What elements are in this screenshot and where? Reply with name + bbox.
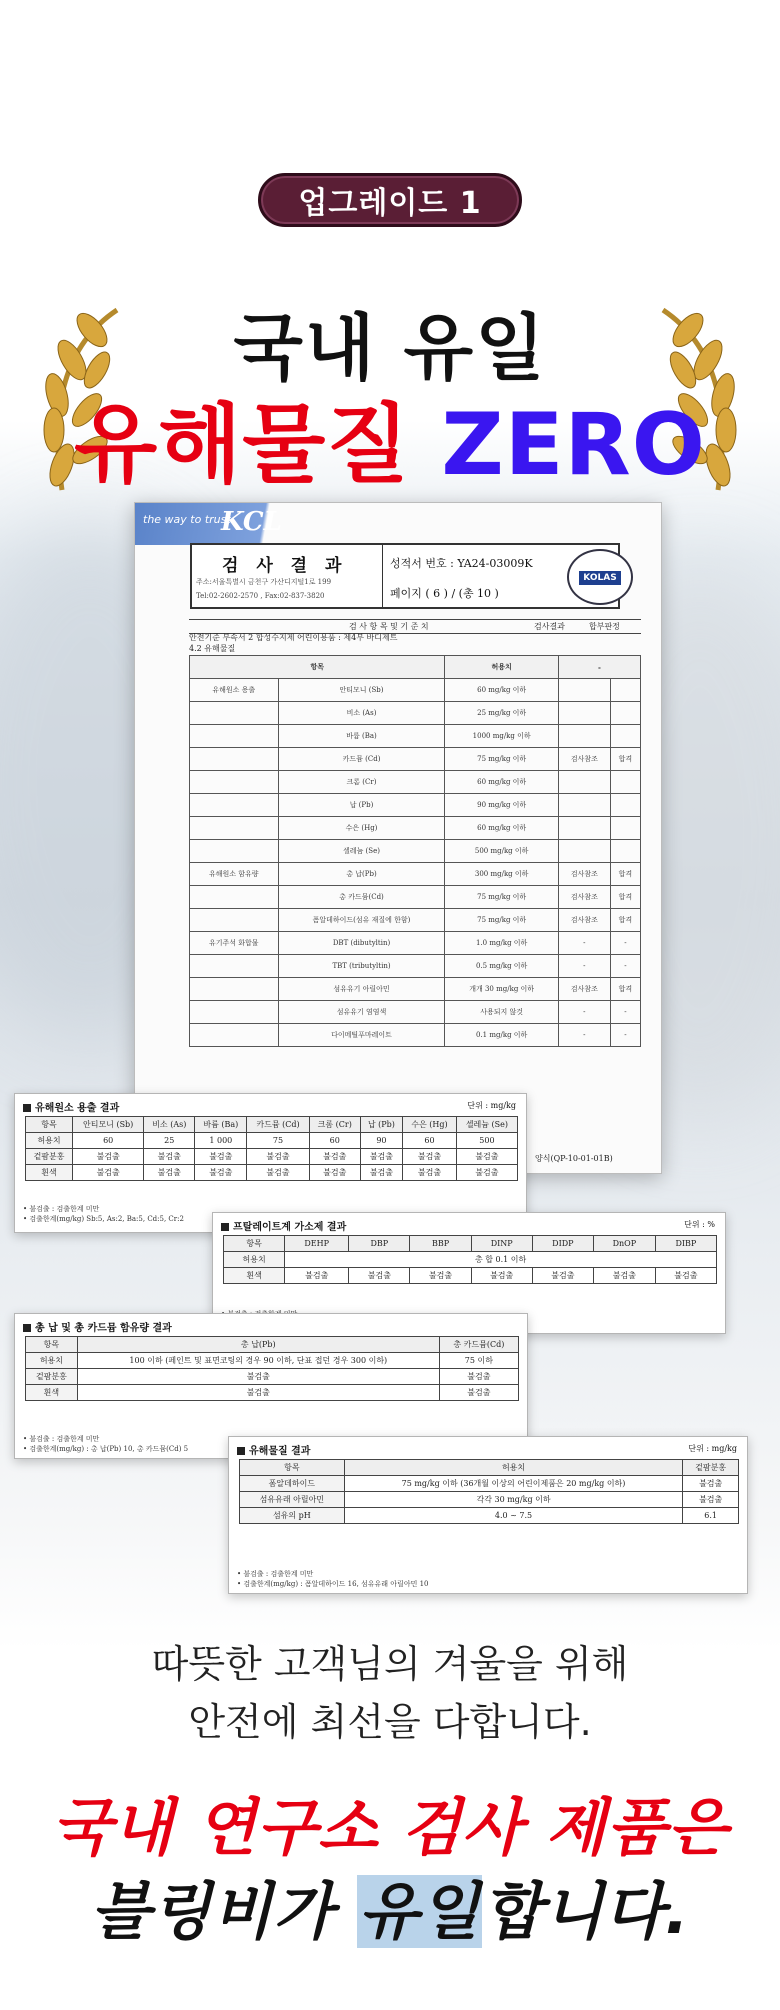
table-row xyxy=(190,679,641,702)
table-row xyxy=(26,1369,519,1385)
table-cell: 90 mg/kg 이하 xyxy=(445,794,558,817)
table-cell: 불검출 xyxy=(77,1385,439,1401)
table-cell: 불검출 xyxy=(360,1149,402,1165)
report-page: 페이지 ( 6 ) / (총 10 ) xyxy=(390,587,499,600)
table-cell: 60 xyxy=(403,1133,457,1149)
table-cell: 허용치 xyxy=(26,1133,73,1149)
table-cell xyxy=(610,817,640,840)
report-contact xyxy=(196,575,331,603)
table-cell: 검사참조 xyxy=(558,748,610,771)
table-row xyxy=(190,886,641,909)
table-cell: 0.5 mg/kg 이하 xyxy=(445,955,558,978)
table-cell: DBT (dibutyltin) xyxy=(278,932,445,955)
column-header: DEHP xyxy=(285,1236,349,1252)
table-cell: 90 xyxy=(360,1133,402,1149)
table-cell: 60 mg/kg 이하 xyxy=(445,817,558,840)
table-row xyxy=(190,909,641,932)
table-cell: 유기주석 화합물 xyxy=(190,932,279,955)
table-cell: 합격 xyxy=(610,863,640,886)
column-header: 항목 xyxy=(26,1337,78,1353)
card-notes xyxy=(23,1204,184,1224)
table-cell: 불검출 xyxy=(456,1149,517,1165)
report-address: 주소:서울특별시 금천구 가산디지털1로 199 xyxy=(196,578,332,586)
table-cell: 불검출 xyxy=(285,1268,349,1284)
table-cell: 60 xyxy=(73,1133,144,1149)
table-cell: 총 합 0.1 이하 xyxy=(285,1252,717,1268)
column-header: 바륨 (Ba) xyxy=(195,1117,247,1133)
table-cell: 불검출 xyxy=(349,1268,410,1284)
divider xyxy=(382,545,383,607)
table-cell xyxy=(610,725,640,748)
table-cell: 흰색 xyxy=(224,1268,285,1284)
table-cell xyxy=(558,702,610,725)
kolas-label: KOLAS xyxy=(579,571,621,585)
table-row xyxy=(190,840,641,863)
form-code: 양식(QP-10-01-01B) xyxy=(535,1154,613,1163)
table-cell xyxy=(190,840,279,863)
card-notes xyxy=(237,1569,428,1589)
criteria-header: 검 사 항 목 및 기 준 치 xyxy=(349,622,429,631)
table-cell xyxy=(190,978,279,1001)
table-cell: 불검출 xyxy=(195,1165,247,1181)
judge-col: 합부판정 xyxy=(589,622,620,631)
table-cell: 사용되지 않것 xyxy=(445,1001,558,1024)
table-cell: - xyxy=(610,955,640,978)
table-cell: 합격 xyxy=(610,909,640,932)
table-cell: 불검출 xyxy=(593,1268,655,1284)
table-cell: 불검출 xyxy=(410,1268,471,1284)
table-cell: 불검출 xyxy=(439,1369,518,1385)
table-cell: 불검출 xyxy=(683,1492,739,1508)
column-header: 비소 (As) xyxy=(144,1117,195,1133)
table-cell: 0.1 mg/kg 이하 xyxy=(445,1024,558,1047)
table-cell: 불검출 xyxy=(471,1268,532,1284)
table-cell: 셀레늄 (Se) xyxy=(278,840,445,863)
table-cell: 500 xyxy=(456,1133,517,1149)
card-unit: 단위 : mg/kg xyxy=(688,1444,737,1453)
table-cell: - xyxy=(558,932,610,955)
table-cell: 25 mg/kg 이하 xyxy=(445,702,558,725)
note: • 검출한계(mg/kg) Sb:5, As:2, Ba:5, Cd:5, Cr:2 xyxy=(23,1215,184,1223)
table-cell: 300 mg/kg 이하 xyxy=(445,863,558,886)
table-row xyxy=(26,1133,518,1149)
table-cell: 불검출 xyxy=(73,1165,144,1181)
table-cell: 흰색 xyxy=(26,1385,78,1401)
report-number: 성적서 번호 : YA24-03009K xyxy=(390,557,533,570)
column-header: 항목 xyxy=(224,1236,285,1252)
table-cell: 각각 30 mg/kg 이하 xyxy=(344,1492,683,1508)
table-cell: 불검출 xyxy=(247,1149,309,1165)
table-cell xyxy=(558,817,610,840)
table-cell xyxy=(190,748,279,771)
upgrade-badge xyxy=(258,173,522,227)
table-cell: 60 mg/kg 이하 xyxy=(445,679,558,702)
table-cell: 60 xyxy=(309,1133,360,1149)
table-header-row xyxy=(26,1337,519,1353)
column-header: 납 (Pb) xyxy=(360,1117,402,1133)
column-header: 총 납(Pb) xyxy=(77,1337,439,1353)
table-cell xyxy=(190,1024,279,1047)
kcl-logo: KCL xyxy=(221,507,282,537)
table-cell: 불검출 xyxy=(439,1385,518,1401)
table-row xyxy=(190,1024,641,1047)
table-cell: 총 납(Pb) xyxy=(278,863,445,886)
note: • 불검출 : 검출한계 미만 xyxy=(23,1205,100,1213)
table-cell: - xyxy=(558,1024,610,1047)
table-cell: 카드뮴 (Cd) xyxy=(278,748,445,771)
note: • 검출한계(mg/kg) : 폼알데하이드 16, 섬유유래 아릴아민 10 xyxy=(237,1580,429,1588)
table-cell: 1.0 mg/kg 이하 xyxy=(445,932,558,955)
table-cell: 검사참조 xyxy=(558,863,610,886)
column-header: 허용치 xyxy=(344,1460,683,1476)
table-cell: 검사참조 xyxy=(558,909,610,932)
table-row xyxy=(190,748,641,771)
table-row xyxy=(224,1252,717,1268)
card-notes xyxy=(23,1434,188,1454)
elution-table xyxy=(25,1116,518,1181)
badge-text: 업그레이드 1 xyxy=(298,186,482,221)
table-cell: 비소 (As) xyxy=(278,702,445,725)
table-cell: 수은 (Hg) xyxy=(278,817,445,840)
table-cell: 허용치 xyxy=(26,1353,78,1369)
table-cell: 불검출 xyxy=(403,1165,457,1181)
column-header: BBP xyxy=(410,1236,471,1252)
card-title: 유해물질 결과 xyxy=(237,1442,310,1457)
table-cell: 100 이하 (페인트 및 표면코팅의 경우 90 이하, 단표 접던 경우 300 이하) xyxy=(77,1353,439,1369)
table-cell xyxy=(190,955,279,978)
table-cell: 섬유유기 아릴아민 xyxy=(278,978,445,1001)
closing-highlight: 유일 xyxy=(358,1875,481,1948)
table-cell: 유해원소 함유량 xyxy=(190,863,279,886)
report-title: 검 사 결 과 xyxy=(222,556,348,576)
table-row xyxy=(190,771,641,794)
table-cell: 섬유유기 염염색 xyxy=(278,1001,445,1024)
table-row xyxy=(190,725,641,748)
table-cell xyxy=(610,702,640,725)
kcl-brand-band xyxy=(135,503,315,545)
table-cell: 4.0 ~ 7.5 xyxy=(344,1508,683,1524)
note: • 검출한계(mg/kg) : 총 납(Pb) 10, 총 카드뮴(Cd) 5 xyxy=(23,1445,189,1453)
table-cell: 겉팜분홍 xyxy=(26,1369,78,1385)
table-cell: 총 카드뮴(Cd) xyxy=(278,886,445,909)
column-header: DIDP xyxy=(532,1236,593,1252)
table-cell: - xyxy=(610,1001,640,1024)
card-unit: 단위 : % xyxy=(684,1220,715,1229)
headline-red: 유해물질 xyxy=(74,395,411,495)
table-cell xyxy=(558,725,610,748)
body-copy xyxy=(0,1635,780,1751)
table-cell: 불검출 xyxy=(77,1369,439,1385)
column-header: 항목 xyxy=(240,1460,345,1476)
table-row xyxy=(26,1385,519,1401)
table-row xyxy=(240,1476,739,1492)
closing-black xyxy=(0,1862,780,1951)
column-header: DnOP xyxy=(593,1236,655,1252)
card-title: 유해원소 용출 결과 xyxy=(23,1099,119,1114)
table-cell: 불검출 xyxy=(360,1165,402,1181)
note: • 불검출 : 검출한계 미만 xyxy=(237,1570,314,1578)
table-header-row xyxy=(224,1236,717,1252)
table-cell: 불검출 xyxy=(309,1149,360,1165)
table-cell: 불검출 xyxy=(456,1165,517,1181)
table-cell: - xyxy=(610,932,640,955)
table-cell xyxy=(190,725,279,748)
table-cell: 납 (Pb) xyxy=(278,794,445,817)
table-cell: 불검출 xyxy=(532,1268,593,1284)
table-row xyxy=(26,1149,518,1165)
table-row xyxy=(190,978,641,1001)
note: • 불검출 : 검출한계 미만 xyxy=(23,1435,100,1443)
table-cell: 불검출 xyxy=(309,1165,360,1181)
table-cell xyxy=(190,702,279,725)
table-cell: 불검출 xyxy=(247,1165,309,1181)
table-cell xyxy=(190,909,279,932)
table-row xyxy=(190,1001,641,1024)
table-cell xyxy=(190,886,279,909)
phthalate-table xyxy=(223,1235,717,1284)
table-cell: 흰색 xyxy=(26,1165,73,1181)
result-col: 검사결과 xyxy=(534,622,565,631)
column-header: 안티모니 (Sb) xyxy=(73,1117,144,1133)
table-cell: 합격 xyxy=(610,886,640,909)
table-cell: 검사참조 xyxy=(558,978,610,1001)
col-item: 항목 xyxy=(190,656,445,679)
table-cell: 불검출 xyxy=(655,1268,716,1284)
report-phone: Tel:02-2602-2570 , Fax:02-837-3820 xyxy=(196,592,325,600)
table-cell: - xyxy=(610,1024,640,1047)
table-cell: 25 xyxy=(144,1133,195,1149)
table-cell: 75 mg/kg 이하 xyxy=(445,886,558,909)
table-cell: 폼알데하이드(섬유 재질에 한함) xyxy=(278,909,445,932)
table-cell: 75 mg/kg 이하 xyxy=(445,748,558,771)
table-cell: - xyxy=(558,1001,610,1024)
table-cell: 유해원소 용출 xyxy=(190,679,279,702)
table-row xyxy=(26,1165,518,1181)
table-cell: 섬유의 pH xyxy=(240,1508,345,1524)
table-cell: 6.1 xyxy=(683,1508,739,1524)
hazardous-result-card xyxy=(228,1436,748,1594)
sub-section: 4.2 유해물질 xyxy=(189,644,236,653)
table-cell xyxy=(190,817,279,840)
report-header-box xyxy=(190,543,620,609)
table-cell: 75 mg/kg 이하 xyxy=(445,909,558,932)
table-cell: 75 xyxy=(247,1133,309,1149)
table-cell: 안티모니 (Sb) xyxy=(278,679,445,702)
kolas-seal xyxy=(567,549,633,605)
report-table xyxy=(189,655,641,1047)
lead-cadmium-table xyxy=(25,1336,519,1401)
table-row xyxy=(190,863,641,886)
table-cell: 75 이하 xyxy=(439,1353,518,1369)
table-row xyxy=(190,817,641,840)
table-cell xyxy=(610,840,640,863)
table-cell: 허용치 xyxy=(224,1252,285,1268)
card-unit: 단위 : mg/kg xyxy=(467,1101,516,1110)
closing-pre: 블링비가 xyxy=(90,1875,357,1948)
table-cell xyxy=(610,679,640,702)
table-cell: 75 mg/kg 이하 (36개월 이상의 어린이제품은 20 mg/kg 이하) xyxy=(344,1476,683,1492)
headline-blue: ZERO xyxy=(441,395,706,495)
table-cell: 불검출 xyxy=(403,1149,457,1165)
column-header: 크롬 (Cr) xyxy=(309,1117,360,1133)
table-cell: 60 mg/kg 이하 xyxy=(445,771,558,794)
card-title: 프탈레이트계 가소제 결과 xyxy=(221,1218,346,1233)
table-row xyxy=(240,1508,739,1524)
table-cell: 500 mg/kg 이하 xyxy=(445,840,558,863)
table-cell: 개개 30 mg/kg 이하 xyxy=(445,978,558,1001)
table-header-row xyxy=(240,1460,739,1476)
card-title: 총 납 및 총 카드뮴 함유량 결과 xyxy=(23,1319,172,1334)
table-row xyxy=(224,1268,717,1284)
body-line: 안전에 최선을 다합니다. xyxy=(188,1700,592,1744)
table-cell: 불검출 xyxy=(144,1165,195,1181)
table-cell xyxy=(558,679,610,702)
table-row xyxy=(190,794,641,817)
table-cell: 1000 mg/kg 이하 xyxy=(445,725,558,748)
table-cell: 불검출 xyxy=(73,1149,144,1165)
body-line: 따뜻한 고객님의 겨울을 위해 xyxy=(151,1642,629,1686)
table-cell xyxy=(558,794,610,817)
table-cell: 바륨 (Ba) xyxy=(278,725,445,748)
column-header: DINP xyxy=(471,1236,532,1252)
column-header: 총 카드뮴(Cd) xyxy=(439,1337,518,1353)
hazardous-table xyxy=(239,1459,739,1524)
column-header: 수은 (Hg) xyxy=(403,1117,457,1133)
table-cell xyxy=(190,1001,279,1024)
table-row xyxy=(26,1353,519,1369)
table-cell: 불검출 xyxy=(144,1149,195,1165)
table-cell: 다이메틸푸마레이트 xyxy=(278,1024,445,1047)
table-row xyxy=(190,955,641,978)
section-line: 안전기준 부속서 2 합성수지제 어린이용품 : 제4부 바디제트 xyxy=(189,633,398,642)
column-header: 카드뮴 (Cd) xyxy=(247,1117,309,1133)
table-cell: 합격 xyxy=(610,748,640,771)
col-limit: 허용치 xyxy=(445,656,558,679)
table-cell xyxy=(190,794,279,817)
column-header: DIBP xyxy=(655,1236,716,1252)
table-cell: 섬유유래 아릴아민 xyxy=(240,1492,345,1508)
table-cell xyxy=(610,771,640,794)
table-cell: 합격 xyxy=(610,978,640,1001)
table-row xyxy=(190,932,641,955)
table-cell: 불검출 xyxy=(195,1149,247,1165)
test-report-document xyxy=(134,502,662,1174)
table-cell: TBT (tributyltin) xyxy=(278,955,445,978)
column-header: 항목 xyxy=(26,1117,73,1133)
table-cell: 검사참조 xyxy=(558,886,610,909)
table-cell xyxy=(190,771,279,794)
table-cell: 겉팜분홍 xyxy=(26,1149,73,1165)
table-cell: 1 000 xyxy=(195,1133,247,1149)
col-dash: - xyxy=(558,656,640,679)
table-header-row xyxy=(26,1117,518,1133)
table-row xyxy=(190,702,641,725)
closing-post: 합니다. xyxy=(482,1875,690,1948)
table-cell: - xyxy=(558,955,610,978)
table-cell: 불검출 xyxy=(683,1476,739,1492)
table-cell xyxy=(558,771,610,794)
column-header: 셀레늄 (Se) xyxy=(456,1117,517,1133)
table-cell xyxy=(610,794,640,817)
table-cell xyxy=(558,840,610,863)
table-cell: 크롬 (Cr) xyxy=(278,771,445,794)
column-header: DBP xyxy=(349,1236,410,1252)
column-header: 겉팜분홍 xyxy=(683,1460,739,1476)
brand-tagline: the way to trust xyxy=(143,513,231,526)
table-row xyxy=(240,1492,739,1508)
closing-red: 국내 연구소 검사 제품은 xyxy=(51,1791,729,1864)
table-cell: 폼알데하이드 xyxy=(240,1476,345,1492)
headline-top: 국내 유일 xyxy=(233,306,547,390)
headline-main xyxy=(0,375,780,499)
